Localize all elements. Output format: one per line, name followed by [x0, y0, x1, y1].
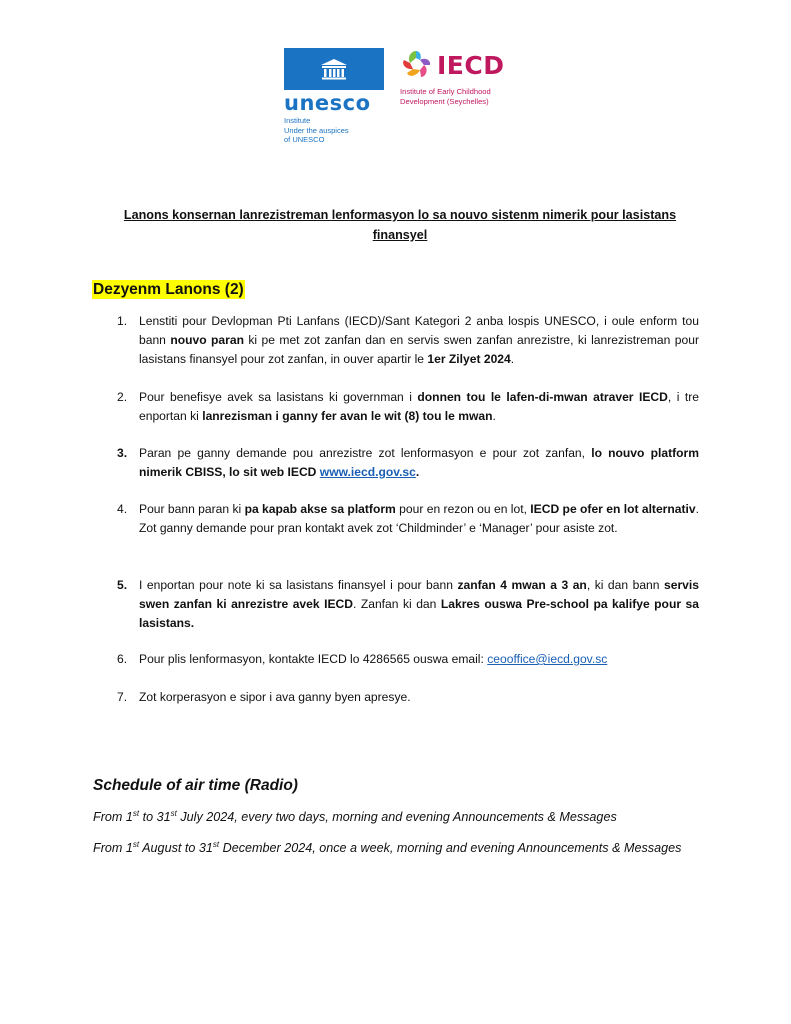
list-number: 1. [117, 314, 128, 328]
schedule-text: From 1 [93, 841, 133, 855]
item-text: Lakres ouswa Pre-school pa kalifye pour sa lasistans. [139, 597, 699, 630]
item-text: pa kapab akse sa platform [244, 502, 396, 516]
item-text: zanfan 4 mwan a 3 an [457, 578, 587, 592]
iecd-subtitle-line: Institute of Early Childhood [400, 87, 491, 96]
unesco-subtitle-line: Institute [284, 116, 311, 125]
item-text: , i tre enportan ki [139, 390, 699, 423]
section-heading: Dezyenm Lanons (2) [93, 281, 244, 298]
item-text: Pour benefisye avek sa lasistans ki governman i [139, 390, 418, 404]
list-item [117, 576, 699, 633]
schedule-text: From 1 [93, 810, 133, 824]
schedule-text: December 2024, once a week, morning and evening Announcements & Messages [219, 841, 682, 855]
schedule-line-july [93, 807, 703, 827]
ordinal-suffix: st [170, 809, 177, 818]
schedule-heading: Schedule of air time (Radio) [93, 777, 298, 794]
schedule-line-aug-dec [93, 838, 703, 858]
item-text: lo nouvo platform nimerik CBISS, lo sit web IECD [139, 446, 699, 479]
item-text: . [415, 465, 420, 479]
unesco-subtitle-line: Under the auspices [284, 125, 349, 135]
item-text: servis swen zanfan ki anrezistre avek IECD [139, 578, 699, 611]
item-text: lanrezisman i ganny fer avan le wit (8) tou le mwan [202, 409, 493, 423]
item-text: donnen tou le lafen-di-mwan atraver IECD [417, 390, 668, 404]
item-text: I enportan pour note ki sa lasistans finansyel i pour bann [139, 578, 458, 592]
unesco-subtitle-line: of UNESCO [284, 135, 325, 144]
item-text: . Zot ganny demande pour pran kontakt avek zot ‘Childminder’ e ‘Manager’ pour asiste zot. [139, 502, 699, 535]
item-text: Zot korperasyon e sipor i ava ganny byen apresye. [139, 690, 411, 704]
item-text: Pour bann paran ki [139, 502, 245, 516]
list-item [117, 500, 699, 538]
unesco-logo [284, 48, 384, 145]
list-number: 2. [117, 390, 128, 404]
iecd-wordmark: IECD [437, 50, 505, 80]
list-item [117, 650, 699, 669]
item-text: . [492, 409, 496, 423]
list-item [117, 688, 699, 707]
item-text: 1er Zilyet 2024 [427, 352, 511, 366]
item-text: , ki dan bann [586, 578, 665, 592]
item-text: Lenstiti pour Devlopman Pti Lanfans (IECD)/Sant Kategori 2 anba lospis UNESCO, i oule enform tou bann [139, 314, 699, 347]
item-text: . [510, 352, 515, 366]
schedule-text: August to 31 [139, 841, 213, 855]
ordinal-suffix: st [132, 840, 140, 849]
list-item [117, 312, 699, 369]
item-text: ki pe met zot zanfan dan en servis swen zanfan anrezistre, ki lanrezistreman pour lasistans finansyel pour zot zanfan, in ouver apartir le [139, 333, 699, 366]
list-item [117, 444, 699, 482]
unesco-temple-icon [284, 48, 384, 90]
list-number: 5. [117, 578, 128, 592]
list-number: 7. [117, 690, 128, 704]
list-number: 4. [117, 502, 128, 516]
list-number: 3. [117, 446, 128, 460]
unesco-subtitle [284, 116, 384, 145]
item-text: Paran pe ganny demande pou anrezistre zot lenformasyon e pour zot zanfan, [139, 446, 592, 460]
document-title: Lanons konsernan lanrezistreman lenformasyon lo sa nouvo sistenm nimerik pour lasistans finansyel [123, 208, 677, 242]
ordinal-suffix: st [132, 809, 140, 818]
schedule-text: to 31 [139, 810, 171, 824]
iecd-subtitle [400, 87, 538, 107]
unesco-wordmark: unesco [284, 91, 371, 115]
item-text: IECD pe ofer en lot alternativ [530, 502, 696, 516]
iecd-logo [398, 48, 538, 107]
item-text: Pour plis lenformasyon, kontakte IECD lo 4286565 ouswa email: [139, 652, 488, 666]
iecd-star-icon [398, 48, 434, 82]
item-text: . Zanfan ki dan [353, 597, 441, 611]
ordinal-suffix: st [212, 840, 220, 849]
list-item [117, 388, 699, 426]
link[interactable]: www.iecd.gov.sc [319, 465, 416, 479]
schedule-text: July 2024, every two days, morning and evening Announcements & Messages [176, 810, 617, 824]
list-number: 6. [117, 652, 128, 666]
iecd-subtitle-line: Development (Seychelles) [400, 97, 489, 106]
link[interactable]: ceooffice@iecd.gov.sc [487, 652, 608, 666]
item-text: pour en rezon ou en lot, [395, 502, 531, 516]
item-text: nouvo paran [170, 333, 244, 347]
